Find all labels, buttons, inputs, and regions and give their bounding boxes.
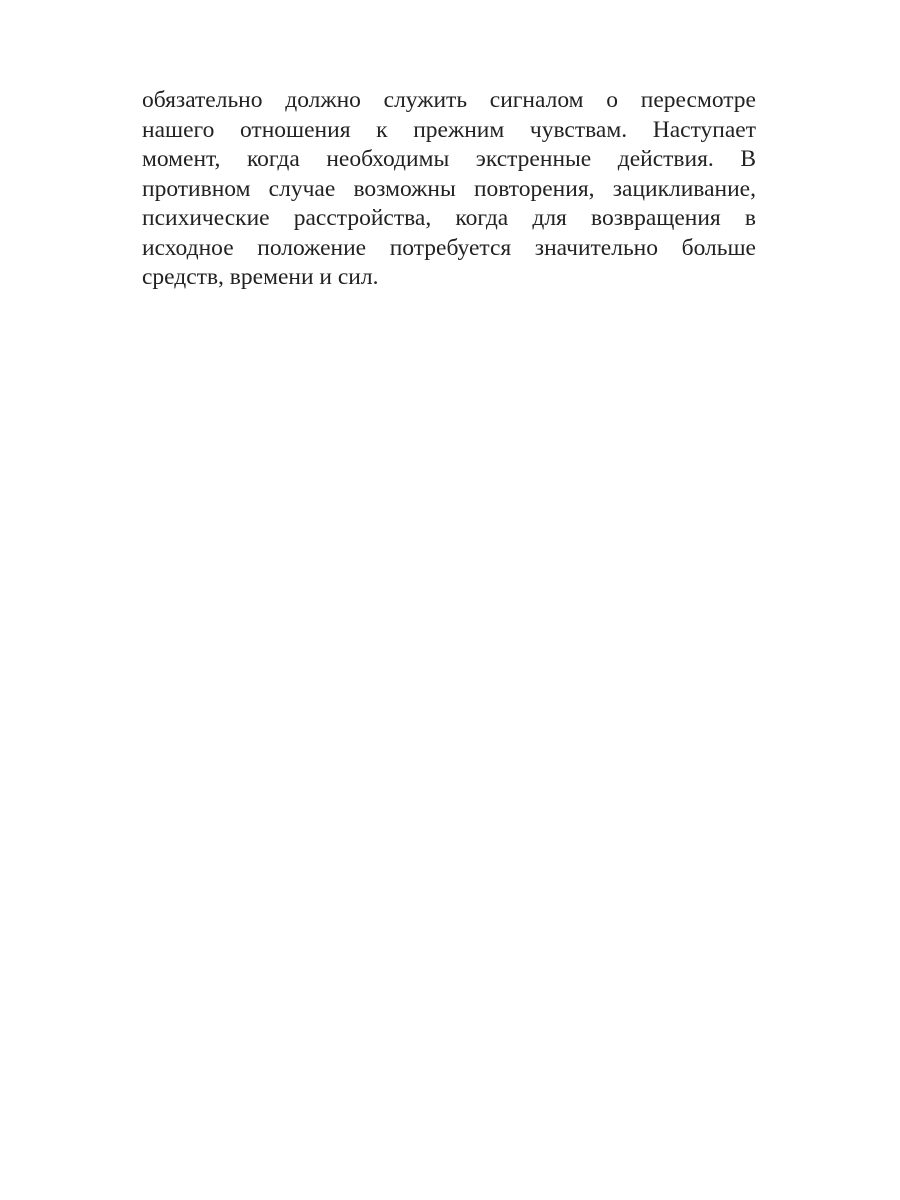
paragraph-line: обязательно должно служить сигналом о пересмотре [142,87,756,113]
paragraph-line: нашего отношения к прежним чувствам. Наступает [142,116,756,143]
paragraph-line: противном случае возможны повторения, зацикливание, [142,175,756,202]
paragraph-line: психические расстройства, когда для возвращения в [142,205,756,231]
body-paragraph [142,86,756,293]
paragraph-line: средств, времени и сил. [142,264,379,290]
paragraph-line: момент, когда необходимы экстренные действия. В [142,146,756,172]
paragraph-line: исходное положение потребуется значительно больше [142,234,756,261]
